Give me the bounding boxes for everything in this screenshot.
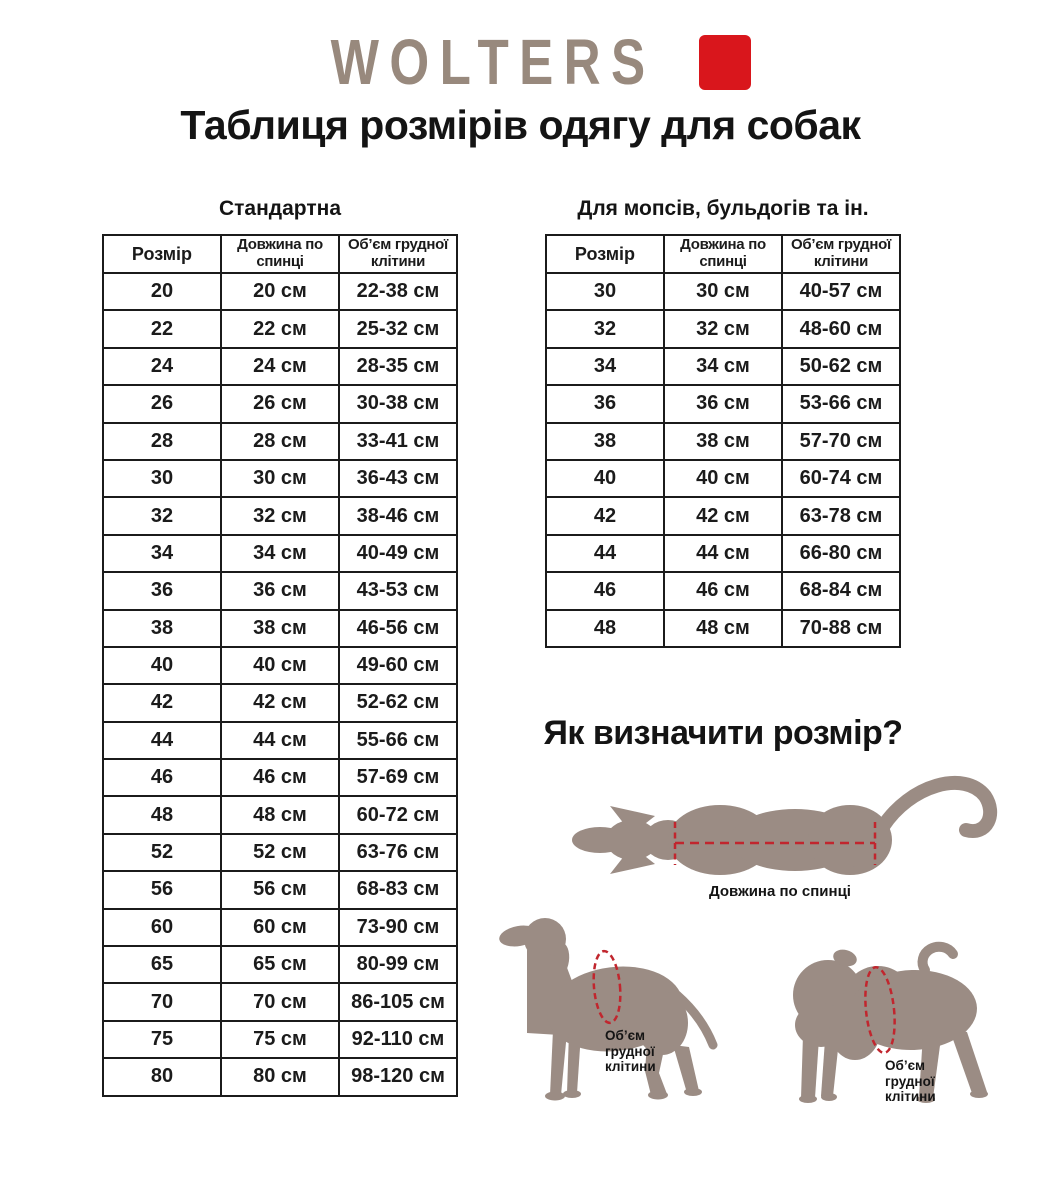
table-cell: 30 см xyxy=(221,460,339,497)
table-cell: 75 см xyxy=(221,1021,339,1058)
measuring-guide-section xyxy=(490,712,1002,1200)
table-cell: 63-76 см xyxy=(339,834,457,871)
table-row xyxy=(103,273,457,310)
table-cell: 44 см xyxy=(664,535,782,572)
table-row xyxy=(103,610,457,647)
table-cell: 36 xyxy=(546,385,664,422)
dog-top-view-diagram xyxy=(560,770,1000,882)
table-cell: 36-43 см xyxy=(339,460,457,497)
table-cell: 40 xyxy=(103,647,221,684)
table-cell: 28 см xyxy=(221,423,339,460)
table-row xyxy=(103,385,457,422)
table-row xyxy=(103,348,457,385)
table-cell: 30 xyxy=(103,460,221,497)
table-row xyxy=(103,1058,457,1095)
table-cell: 24 xyxy=(103,348,221,385)
table-row xyxy=(103,460,457,497)
table-cell: 86-105 см xyxy=(339,983,457,1020)
table-cell: 42 xyxy=(546,497,664,534)
table-cell: 98-120 см xyxy=(339,1058,457,1095)
table-cell: 73-90 см xyxy=(339,909,457,946)
table-cell: 53-66 см xyxy=(782,385,900,422)
table-cell: 34 xyxy=(546,348,664,385)
table-cell: 28-35 см xyxy=(339,348,457,385)
table-row xyxy=(103,983,457,1020)
table-row xyxy=(103,946,457,983)
brand-logo xyxy=(0,28,1041,96)
table-cell: 30 xyxy=(546,273,664,310)
table-cell: 38 см xyxy=(221,610,339,647)
table-cell: 80 см xyxy=(221,1058,339,1095)
brand-logo-text: WOLTERS xyxy=(331,26,656,98)
table-cell: 28 xyxy=(103,423,221,460)
table-cell: 36 см xyxy=(221,572,339,609)
table-row xyxy=(103,909,457,946)
table-cell: 32 xyxy=(546,310,664,347)
table-cell: 34 см xyxy=(664,348,782,385)
table-row xyxy=(103,871,457,908)
table-row xyxy=(103,310,457,347)
table-cell: 40-49 см xyxy=(339,535,457,572)
table-cell: 66-80 см xyxy=(782,535,900,572)
page-title: Таблиця розмірів одягу для собак xyxy=(180,102,861,148)
table-cell: 40 xyxy=(546,460,664,497)
table-cell: 65 xyxy=(103,946,221,983)
table-cell: 57-69 см xyxy=(339,759,457,796)
guide-heading: Як визначити розмір? xyxy=(543,714,903,752)
table-cell: 24 см xyxy=(221,348,339,385)
table-cell: 55-66 см xyxy=(339,722,457,759)
table-cell: 30 см xyxy=(664,273,782,310)
table-cell: 44 xyxy=(546,535,664,572)
table-cell: 32 xyxy=(103,497,221,534)
table-cell: 26 xyxy=(103,385,221,422)
table-cell: 46 см xyxy=(664,572,782,609)
table-row xyxy=(103,796,457,833)
table-cell: 92-110 см xyxy=(339,1021,457,1058)
table-cell: 63-78 см xyxy=(782,497,900,534)
pugs-table-caption: Для мопсів, бульдогів та ін. xyxy=(577,197,869,220)
pug-chest-label: Об’єм грудної клітини xyxy=(885,1058,936,1105)
table-row xyxy=(546,610,900,647)
table-cell: 36 см xyxy=(664,385,782,422)
table-cell: 60 xyxy=(103,909,221,946)
table-cell: 46-56 см xyxy=(339,610,457,647)
table-row xyxy=(546,310,900,347)
table-cell: 49-60 см xyxy=(339,647,457,684)
table-row xyxy=(103,572,457,609)
column-header: Об’єм грудної клітини xyxy=(782,235,900,273)
table-cell: 20 xyxy=(103,273,221,310)
table-cell: 46 xyxy=(546,572,664,609)
table-cell: 40-57 см xyxy=(782,273,900,310)
big-dog-chest-label: Об’єм грудної клітини xyxy=(605,1028,656,1075)
pugs-table-section xyxy=(545,196,901,648)
column-header: Довжина по спинці xyxy=(221,235,339,273)
table-cell: 60-74 см xyxy=(782,460,900,497)
table-cell: 42 см xyxy=(664,497,782,534)
table-cell: 22 xyxy=(103,310,221,347)
table-cell: 48 xyxy=(103,796,221,833)
table-cell: 32 см xyxy=(221,497,339,534)
table-cell: 50-62 см xyxy=(782,348,900,385)
table-cell: 42 xyxy=(103,684,221,721)
table-cell: 52 см xyxy=(221,834,339,871)
table-cell: 43-53 см xyxy=(339,572,457,609)
table-cell: 44 см xyxy=(221,722,339,759)
table-cell: 38 xyxy=(103,610,221,647)
table-cell: 80 xyxy=(103,1058,221,1095)
table-row xyxy=(546,460,900,497)
table-cell: 22-38 см xyxy=(339,273,457,310)
table-row xyxy=(103,423,457,460)
standard-table-section xyxy=(102,196,458,1097)
table-row xyxy=(546,385,900,422)
table-cell: 36 xyxy=(103,572,221,609)
column-header: Розмір xyxy=(103,235,221,273)
table-cell: 52 xyxy=(103,834,221,871)
table-cell: 25-32 см xyxy=(339,310,457,347)
column-header: Розмір xyxy=(546,235,664,273)
dog-top-view-silhouette xyxy=(572,783,990,875)
table-cell: 42 см xyxy=(221,684,339,721)
table-row xyxy=(546,423,900,460)
table-cell: 30-38 см xyxy=(339,385,457,422)
table-cell: 40 см xyxy=(664,460,782,497)
table-cell: 34 см xyxy=(221,535,339,572)
table-cell: 38 xyxy=(546,423,664,460)
table-cell: 26 см xyxy=(221,385,339,422)
column-header: Об’єм грудної клітини xyxy=(339,235,457,273)
table-cell: 52-62 см xyxy=(339,684,457,721)
table-cell: 56 xyxy=(103,871,221,908)
table-row xyxy=(103,759,457,796)
pugs-size-table xyxy=(545,234,901,648)
column-header: Довжина по спинці xyxy=(664,235,782,273)
table-row xyxy=(546,273,900,310)
header-row xyxy=(103,235,457,273)
table-row xyxy=(103,647,457,684)
table-row xyxy=(103,834,457,871)
table-cell: 70-88 см xyxy=(782,610,900,647)
table-cell: 48-60 см xyxy=(782,310,900,347)
dog-tail xyxy=(882,783,990,831)
table-cell: 60-72 см xyxy=(339,796,457,833)
pug-tail-curl xyxy=(923,947,953,970)
table-cell: 68-83 см xyxy=(339,871,457,908)
brand-logo-square-icon xyxy=(699,35,751,90)
big-dog-diagram xyxy=(497,905,722,1105)
table-cell: 56 см xyxy=(221,871,339,908)
table-cell: 68-84 см xyxy=(782,572,900,609)
table-cell: 70 см xyxy=(221,983,339,1020)
table-cell: 33-41 см xyxy=(339,423,457,460)
table-row xyxy=(103,497,457,534)
standard-table-caption: Стандартна xyxy=(218,197,342,220)
table-cell: 44 xyxy=(103,722,221,759)
table-cell: 46 xyxy=(103,759,221,796)
table-cell: 48 см xyxy=(664,610,782,647)
table-cell: 46 см xyxy=(221,759,339,796)
table-row xyxy=(546,348,900,385)
table-cell: 75 xyxy=(103,1021,221,1058)
table-row xyxy=(546,535,900,572)
table-row xyxy=(103,535,457,572)
table-cell: 22 см xyxy=(221,310,339,347)
table-cell: 65 см xyxy=(221,946,339,983)
table-cell: 34 xyxy=(103,535,221,572)
table-cell: 48 см xyxy=(221,796,339,833)
table-row xyxy=(103,1021,457,1058)
table-row xyxy=(103,684,457,721)
table-cell: 48 xyxy=(546,610,664,647)
back-length-label: Довжина по спинці xyxy=(709,883,851,900)
table-cell: 60 см xyxy=(221,909,339,946)
table-cell: 32 см xyxy=(664,310,782,347)
standard-size-table xyxy=(102,234,458,1097)
table-row xyxy=(546,497,900,534)
table-cell: 40 см xyxy=(221,647,339,684)
table-cell: 38 см xyxy=(664,423,782,460)
table-cell: 70 xyxy=(103,983,221,1020)
table-cell: 20 см xyxy=(221,273,339,310)
table-cell: 38-46 см xyxy=(339,497,457,534)
header-row xyxy=(546,235,900,273)
table-cell: 80-99 см xyxy=(339,946,457,983)
table-cell: 57-70 см xyxy=(782,423,900,460)
table-row xyxy=(546,572,900,609)
table-row xyxy=(103,722,457,759)
